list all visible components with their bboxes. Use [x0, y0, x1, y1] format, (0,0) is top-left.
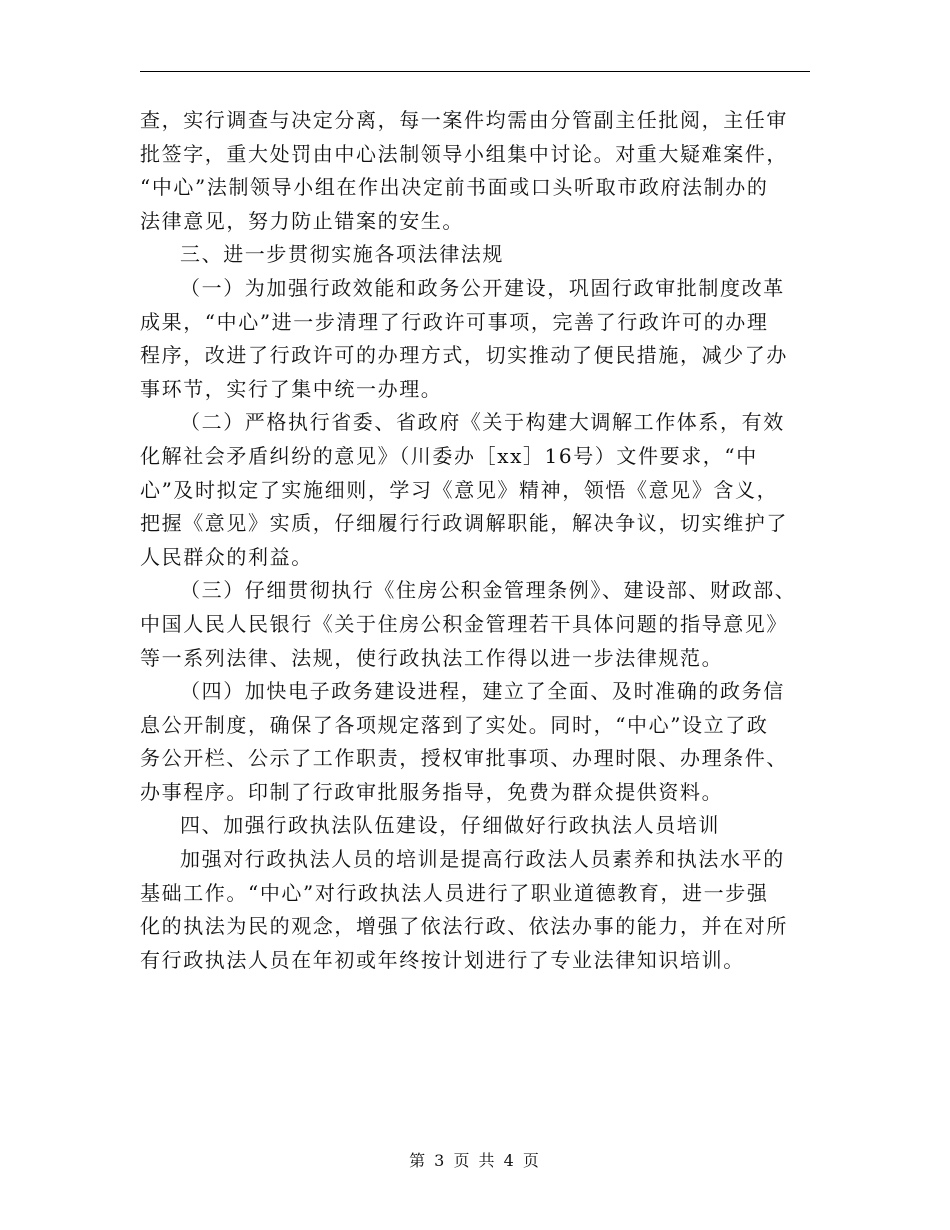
text-line: 把握《意见》实质，仔细履行行政调解职能，解决争议，切实维护了 [140, 511, 788, 536]
text-line: 批签字，重大处罚由中心法制领导小组集中讨论。对重大疑难案件， [140, 141, 788, 166]
text-line: 等一系列法律、法规，使行政执法工作得以进一步法律规范。 [140, 645, 724, 670]
page-number: 第 3 页 共 4 页 [409, 1151, 541, 1170]
text-line: 查，实行调查与决定分离，每一案件均需由分管副主任批阅，主任审 [140, 108, 788, 132]
text-line: （二）严格执行省委、省政府《关于构建大调解工作体系，有效 [180, 410, 785, 435]
section-heading: 三、进一步贯彻实施各项法律法规 [180, 242, 504, 267]
text-line: 加强对行政执法人员的培训是提高行政法人员素养和执法水平的 [180, 847, 785, 872]
text-line: 成果，“中心”进一步清理了行政许可事项，完善了行政许可的办理 [140, 309, 769, 334]
text-line: “中心”法制领导小组在作出决定前书面或口头听取市政府法制办的 [140, 175, 769, 200]
text-line: 法律意见，努力防止错案的安生。 [140, 208, 464, 233]
text-line: （三）仔细贯彻执行《住房公积金管理条例》、建设部、财政部、 [180, 578, 797, 603]
header-rule [140, 71, 810, 72]
text-line: （一）为加强行政效能和政务公开建设，巩固行政审批制度改革 [180, 275, 785, 300]
text-line: 办事程序。印制了行政审批服务指导，免费为群众提供资料。 [140, 779, 724, 804]
text-line: 务公开栏、公示了工作职责，授权审批事项、办理时限、办理条件、 [140, 746, 788, 771]
text-line: 事环节，实行了集中统一办理。 [140, 376, 443, 401]
text-line: 息公开制度，确保了各项规定落到了实处。同时，“中心”设立了政 [140, 712, 769, 737]
section-heading: 四、加强行政执法队伍建设，仔细做好行政执法人员培训 [180, 813, 720, 838]
text-line: 人民群众的利益。 [140, 544, 313, 569]
text-line: 化的执法为民的观念，增强了依法行政、依法办事的能力，并在对所 [140, 914, 788, 939]
text-line: 化解社会矛盾纠纷的意见》（川委办［xx］16号）文件要求，“中 [140, 443, 758, 468]
text-line: 基础工作。“中心”对行政执法人员进行了职业道德教育，进一步强 [140, 880, 769, 905]
text-line: （四）加快电子政务建设进程，建立了全面、及时准确的政务信 [180, 679, 785, 704]
text-line: 心”及时拟定了实施细则，学习《意见》精神，领悟《意见》含义， [140, 477, 779, 502]
text-line: 中国人民人民银行《关于住房公积金管理若干具体问题的指导意见》 [140, 611, 788, 636]
text-line: 有行政执法人员在年初或年终按计划进行了专业法律知识培训。 [140, 947, 745, 972]
text-line: 程序，改进了行政许可的办理方式，切实推动了便民措施，减少了办 [140, 343, 788, 368]
body-text [140, 104, 812, 977]
